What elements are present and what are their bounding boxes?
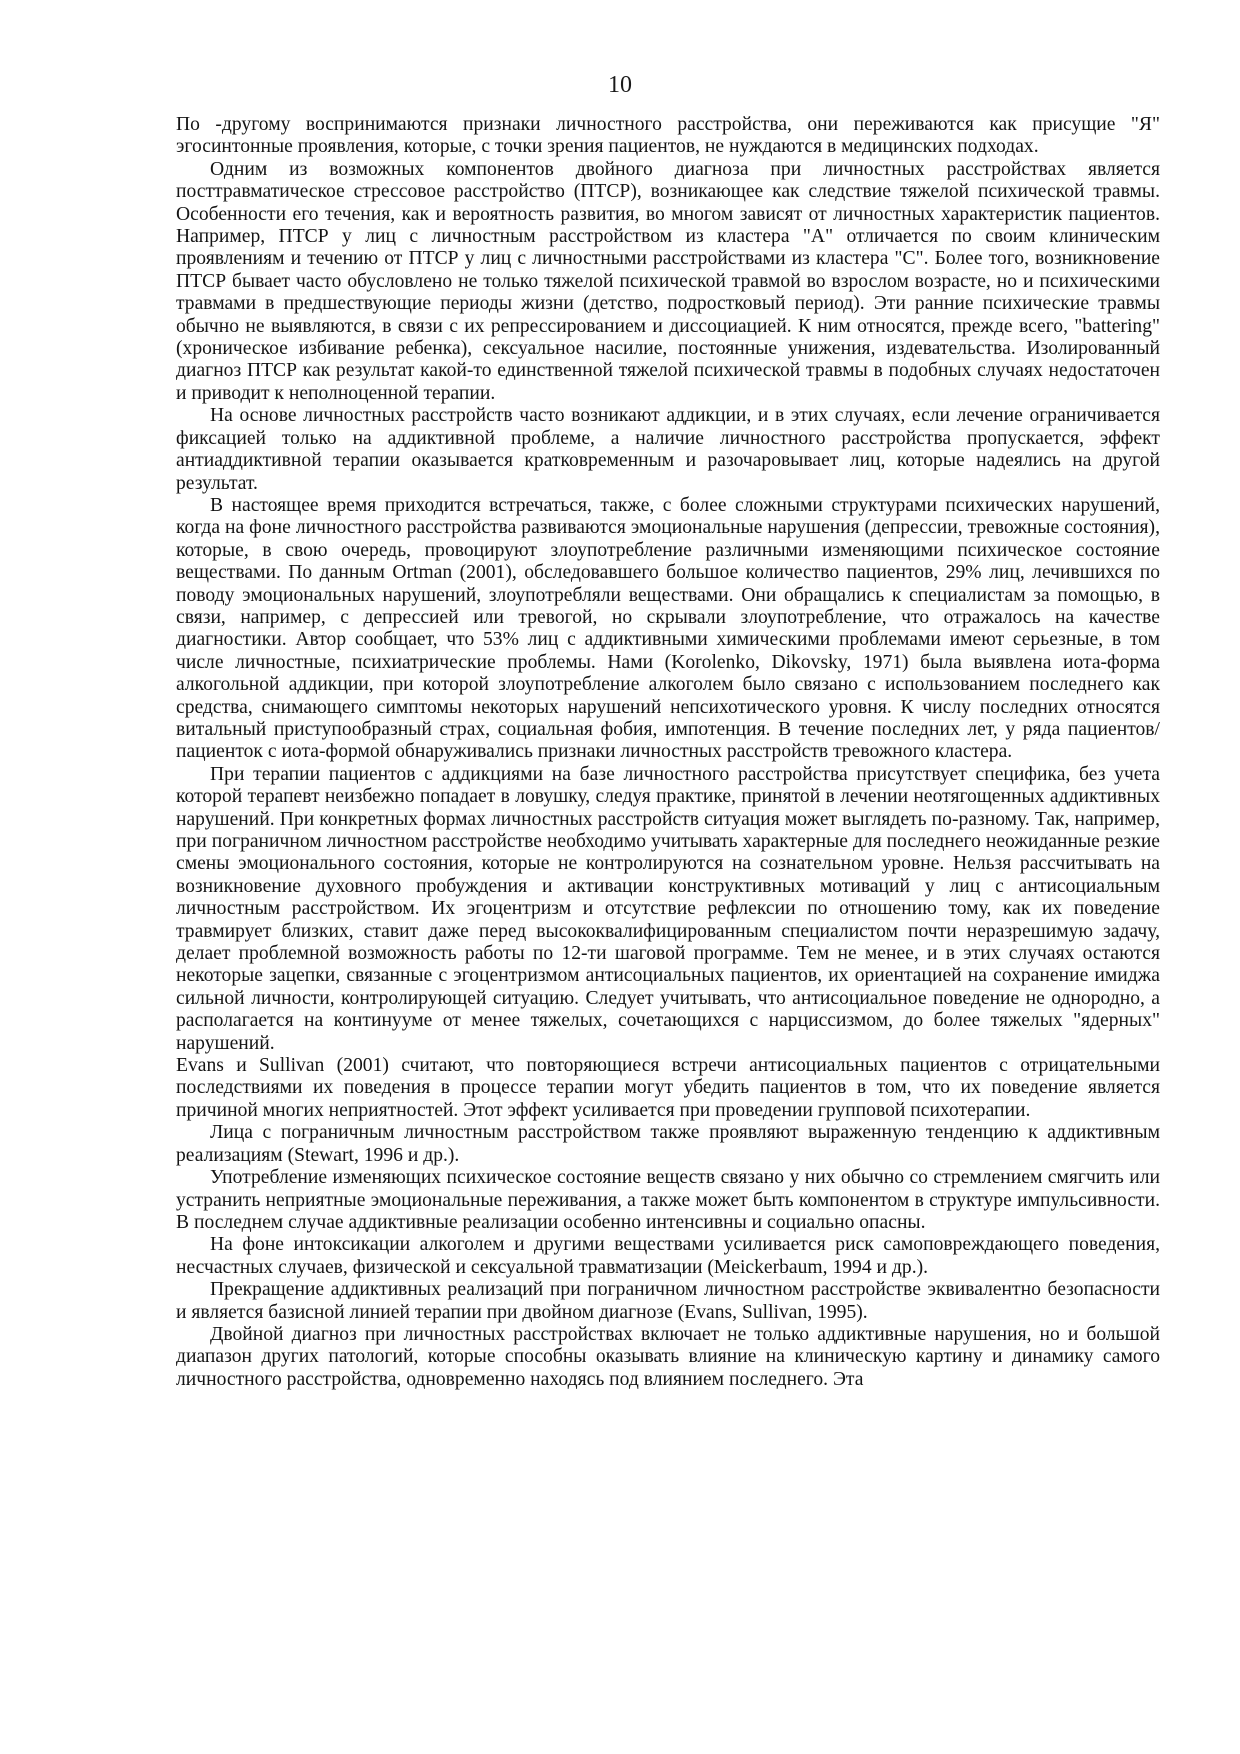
paragraph-9: На фоне интоксикации алкоголем и другими веществами усиливается риск самоповреждающего поведения, несчастных случаев, физической и сексуальной травматизации (Meickerbaum, 1994 и др.). — [176, 1234, 1160, 1278]
paragraph-8: Употребление изменяющих психическое состояние веществ связано у них обычно со стремлением смягчить или устранить неприятные эмоциональные переживания, а также может быть компонентом в структуре импульсивности. В последнем случае аддиктивные реализации особенно интенсивны и социально опасны. — [176, 1167, 1160, 1233]
paragraph-11: Двойной диагноз при личностных расстройствах включает не только аддиктивные нарушения, но и большой диапазон других патологий, которые способны оказывать влияние на клиническую картину и динамику самого личностного расстройства, одновременно находясь под влиянием последнего. Эта — [176, 1323, 1160, 1390]
body-text — [176, 114, 1160, 1391]
paragraph-3: На основе личностных расстройств часто возникают аддикции, и в этих случаях, если лечение ограничивается фиксацией только на аддиктивной проблеме, а наличие личностного расстройства пропускается, эффект антиаддиктивной терапии оказывается кратковременным и разочаровывает лиц, которые надеялись на другой результат. — [176, 405, 1160, 494]
paragraph-2: Одним из возможных компонентов двойного диагноза при личностных расстройствах является посттравматическое стрессовое расстройство (ПТСР), возникающее как следствие тяжелой психической травмы. Особенности его течения, как и вероятность развития, во многом зависят от личностных характеристик пациентов. Например, ПТСР у лиц с личностным расстройством из кластера "А" отличается по своим клиническим проявлениям и течению от ПТСР у лиц с личностными расстройствами из кластера "С". Более того, возникновение ПТСР бывает часто обусловлено не только тяжелой психической травмой во взрослом возрасте, но и психическими травмами в предшествующие периоды жизни (детство, подростковый период). Эти ранние психические травмы обычно не выявляются, в связи с их репрессированием и диссоциацией. К ним относятся, прежде всего, "battering" (хроническое избивание ребенка), сексуальное насилие, постоянные унижения, издевательства. Изолированный диагноз ПТСР как результат какой-то единственной тяжелой психической травмы в подобных случаях недостаточен и приводит к неполноценной терапии. — [176, 158, 1160, 404]
paragraph-4: В настоящее время приходится встречаться, также, с более сложными структурами психических нарушений, когда на фоне личностного расстройства развиваются эмоциональные нарушения (депрессии, тревожные состояния), которые, в свою очередь, провоцируют злоупотребление различными изменяющими психическое состояние веществами. По данным Ortman (2001), обследовавшего большое количество пациентов, 29% лиц, лечившихся по поводу эмоциональных нарушений, злоупотребляли веществами. Они обращались к специалистам за помощью, в связи, например, с депрессией или тревогой, но скрывали злоупотребление, что отражалось на качестве диагностики. Автор сообщает, что 53% лиц с аддиктивными химическими проблемами имеют серьезные, в том числе личностные, психиатрические проблемы. Нами (Korolenko, Dikovsky, 1971) была выявлена иота-форма алкогольной аддикции, при которой злоупотребление алкоголем было связано с использованием последнего как средства, снимающего симптомы некоторых нарушений непсихотического уровня. К числу последних относятся витальный приступообразный страх, социальная фобия, импотенция. В течение последних лет, у ряда пациентов/пациенток с иота-формой обнаруживались признаки личностных расстройств тревожного кластера. — [176, 494, 1160, 763]
page-number: 10 — [608, 72, 632, 98]
paragraph-10: Прекращение аддиктивных реализаций при пограничном личностном расстройстве эквивалентно безопасности и является базисной линией терапии при двойном диагнозе (Evans, Sullivan, 1995). — [176, 1279, 1160, 1323]
paragraph-5: При терапии пациентов с аддикциями на базе личностного расстройства присутствует специфика, без учета которой терапевт неизбежно попадает в ловушку, следуя практике, принятой в лечении неотягощенных аддиктивных нарушений. При конкретных формах личностных расстройств ситуация может выглядеть по-разному. Так, например, при пограничном личностном расстройстве необходимо учитывать характерные для последнего неожиданные резкие смены эмоционального состояния, которые не контролируются на сознательном уровне. Нельзя рассчитывать на возникновение духовного пробуждения и активации конструктивных мотиваций у лиц с антисоциальным личностным расстройством. Их эгоцентризм и отсутствие рефлексии по отношению тому, как их поведение травмирует близких, ставит даже перед высококвалифицированным специалистом почти неразрешимую задачу, делает проблемной возможность работы по 12-ти шаговой программе. Тем не менее, и в этих случаях остаются некоторые зацепки, связанные с эгоцентризмом антисоциальных пациентов, их ориентацией на сохранение имиджа сильной личности, контролирующей ситуацию. Следует учитывать, что антисоциальное поведение не однородно, а располагается на континууме от менее тяжелых, сочетающихся с нарциссизмом, до более тяжелых "ядерных" нарушений. — [176, 763, 1160, 1054]
paragraph-6: Evans и Sullivan (2001) считают, что повторяющиеся встречи антисоциальных пациентов с отрицательными последствиями их поведения в процессе терапии могут убедить пациентов в том, что их поведение является причиной многих неприятностей. Этот эффект усиливается при проведении групповой психотерапии. — [176, 1055, 1160, 1121]
paragraph-1: По -другому воспринимаются признаки личностного расстройства, они переживаются как присущие "Я" эгосинтонные проявления, которые, с точки зрения пациентов, не нуждаются в медицинских подходах. — [176, 114, 1160, 158]
paragraph-7: Лица с пограничным личностным расстройством также проявляют выраженную тенденцию к аддиктивным реализациям (Stewart, 1996 и др.). — [176, 1122, 1160, 1166]
